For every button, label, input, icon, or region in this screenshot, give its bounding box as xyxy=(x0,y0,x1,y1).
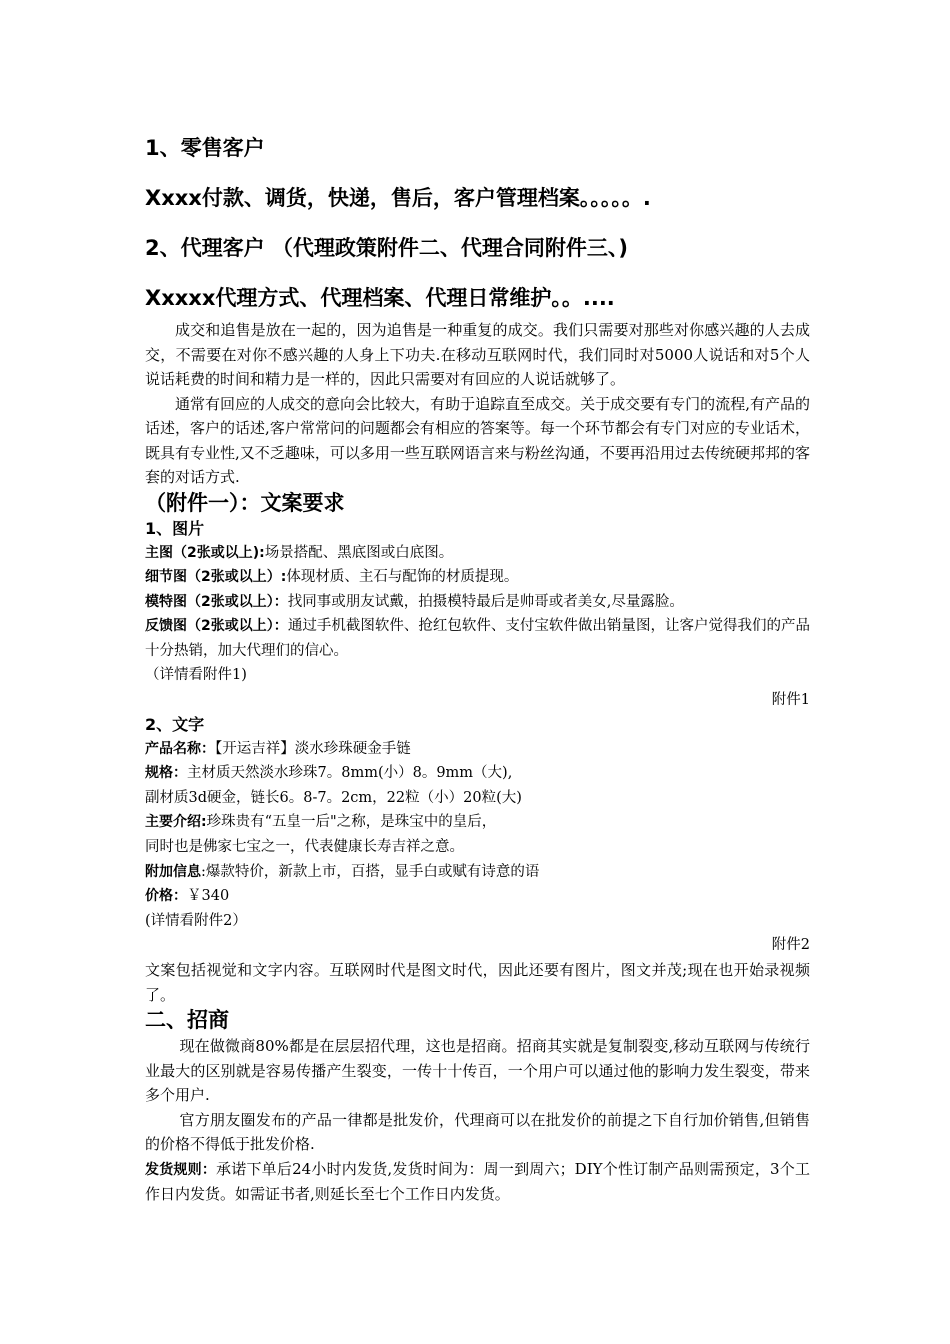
section2-title: 二、招商 xyxy=(145,1008,229,1032)
see-annex-2: (详情看附件2） xyxy=(145,912,247,929)
intro-paragraph-1: 成交和追售是放在一起的，因为追售是一种重复的成交。我们只需要对那些对你感兴趣的人去成交，不需要在对你不感兴趣的人身上下功夫.在移动互联网时代，我们同时对5000人说话和对5个人说话耗费的时间和精力是一样的，因此只需要对有回应的人说话就够了。 xyxy=(145,321,810,388)
extra-info-line xyxy=(145,860,810,885)
section2-paragraph-1: 现在做微商80%都是在层层招代理，这也是招商。招商其实就是复制裂变,移动互联网与传统行业最大的区别就是容易传播产生裂变，一传十十传百，一个用户可以通过他的影响力发生裂变，带来多个用户. xyxy=(145,1037,810,1104)
price-text: ￥340 xyxy=(187,888,230,905)
copy-summary: 文案包括视觉和文字内容。互联网时代是图文时代，因此还要有图片，图文并茂;现在也开始录视频了。 xyxy=(145,961,810,1004)
intro-line xyxy=(145,810,810,835)
heading-agent: 2、代理客户 （代理政策附件二、代理合同附件三、) xyxy=(145,236,629,260)
heading-retail-desc: Xxxx付款、调货，快递，售后，客户管理档案。。。。。. xyxy=(145,186,651,210)
document-page xyxy=(145,130,810,1207)
extra-info-text: :爆款特价，新款上市，百搭，显手白或赋有诗意的语 xyxy=(201,863,540,880)
shipping-label: 发货规则： xyxy=(145,1161,217,1178)
text-title: 2、文字 xyxy=(145,714,205,734)
intro-line-2: 同时也是佛家七宝之一，代表健康长寿吉祥之意。 xyxy=(145,839,464,856)
spec-text: 主材质天然淡水珍珠7。8mm(小）8。9mm（大), xyxy=(187,765,513,782)
spec-label: 规格： xyxy=(145,765,187,782)
annex1-title: （附件一）：文案要求 xyxy=(145,490,345,515)
feedback-image-label: 反馈图（2张或以上）： xyxy=(145,618,288,635)
shipping-rules xyxy=(145,1157,810,1207)
shipping-text: 承诺下单后24小时内发货,发货时间为：周一到周六；DIY个性订制产品则需预定，3个工作日内发货。如需证书者,则延长至七个工作日内发货。 xyxy=(145,1159,810,1203)
main-image-line xyxy=(145,541,810,566)
spec-line xyxy=(145,761,810,786)
product-name-text: 【开运吉祥】淡水珍珠硬金手链 xyxy=(215,740,411,757)
main-image-label: 主图（2张或以上): xyxy=(145,544,265,561)
price-line xyxy=(145,884,810,909)
main-image-text: 场景搭配、黑底图或白底图。 xyxy=(264,544,454,561)
model-image-text: 找同事或朋友试戴，拍摄模特最后是帅哥或者美女,尽量露脸。 xyxy=(287,593,684,610)
model-image-label: 模特图（2张或以上）： xyxy=(145,593,288,610)
heading-agent-desc: Xxxxx代理方式、代理档案、代理日常维护。。.... xyxy=(145,286,615,310)
detail-image-label: 细节图（2张或以上）: xyxy=(145,569,287,586)
intro-paragraph-2: 通常有回应的人成交的意向会比较大，有助于追踪直至成交。关于成交要有专门的流程,有产品的话述，客户的话述,客户常常问的问题都会有相应的答案等。每一个环节都会有专门对应的专业话术，既具有专业性,又不乏趣味，可以多用一些互联网语言来与粉丝沟通，不要再沿用过去传统硬邦邦的客套的对话方式. xyxy=(145,394,810,486)
see-annex-1: （详情看附件1) xyxy=(145,667,247,684)
extra-info-label: 附加信息 xyxy=(145,863,201,880)
feedback-image-line xyxy=(145,614,810,663)
feedback-image-text: 通过手机截图软件、抢红包软件、支付宝软件做出销量图，让客户觉得我们的产品十分热销，加大代理们的信心。 xyxy=(145,618,810,659)
detail-image-text: 体现材质、主石与配饰的材质提现。 xyxy=(286,569,519,586)
images-title: 1、图片 xyxy=(145,518,205,538)
spec-line-2: 副材质3d硬金，链长6。8-7。2cm，22粒（小）20粒(大) xyxy=(145,789,522,806)
intro-label: 主要介绍: xyxy=(145,814,207,831)
price-label: 价格： xyxy=(145,888,187,905)
section2-paragraph-2: 官方朋友圈发布的产品一律都是批发价，代理商可以在批发价的前提之下自行加价销售,但销售的价格不得低于批发价格. xyxy=(145,1110,810,1153)
intro-text: 珍珠贵有“五皇一后"之称，是珠宝中的皇后， xyxy=(206,814,497,831)
model-image-line xyxy=(145,590,810,615)
annex-ref-2: 附件2 xyxy=(771,937,810,954)
heading-retail: 1、零售客户 xyxy=(145,136,265,160)
product-name-line xyxy=(145,737,810,762)
detail-image-line xyxy=(145,565,810,590)
annex-ref-1: 附件1 xyxy=(771,692,810,709)
product-name-label: 产品名称： xyxy=(145,740,215,757)
